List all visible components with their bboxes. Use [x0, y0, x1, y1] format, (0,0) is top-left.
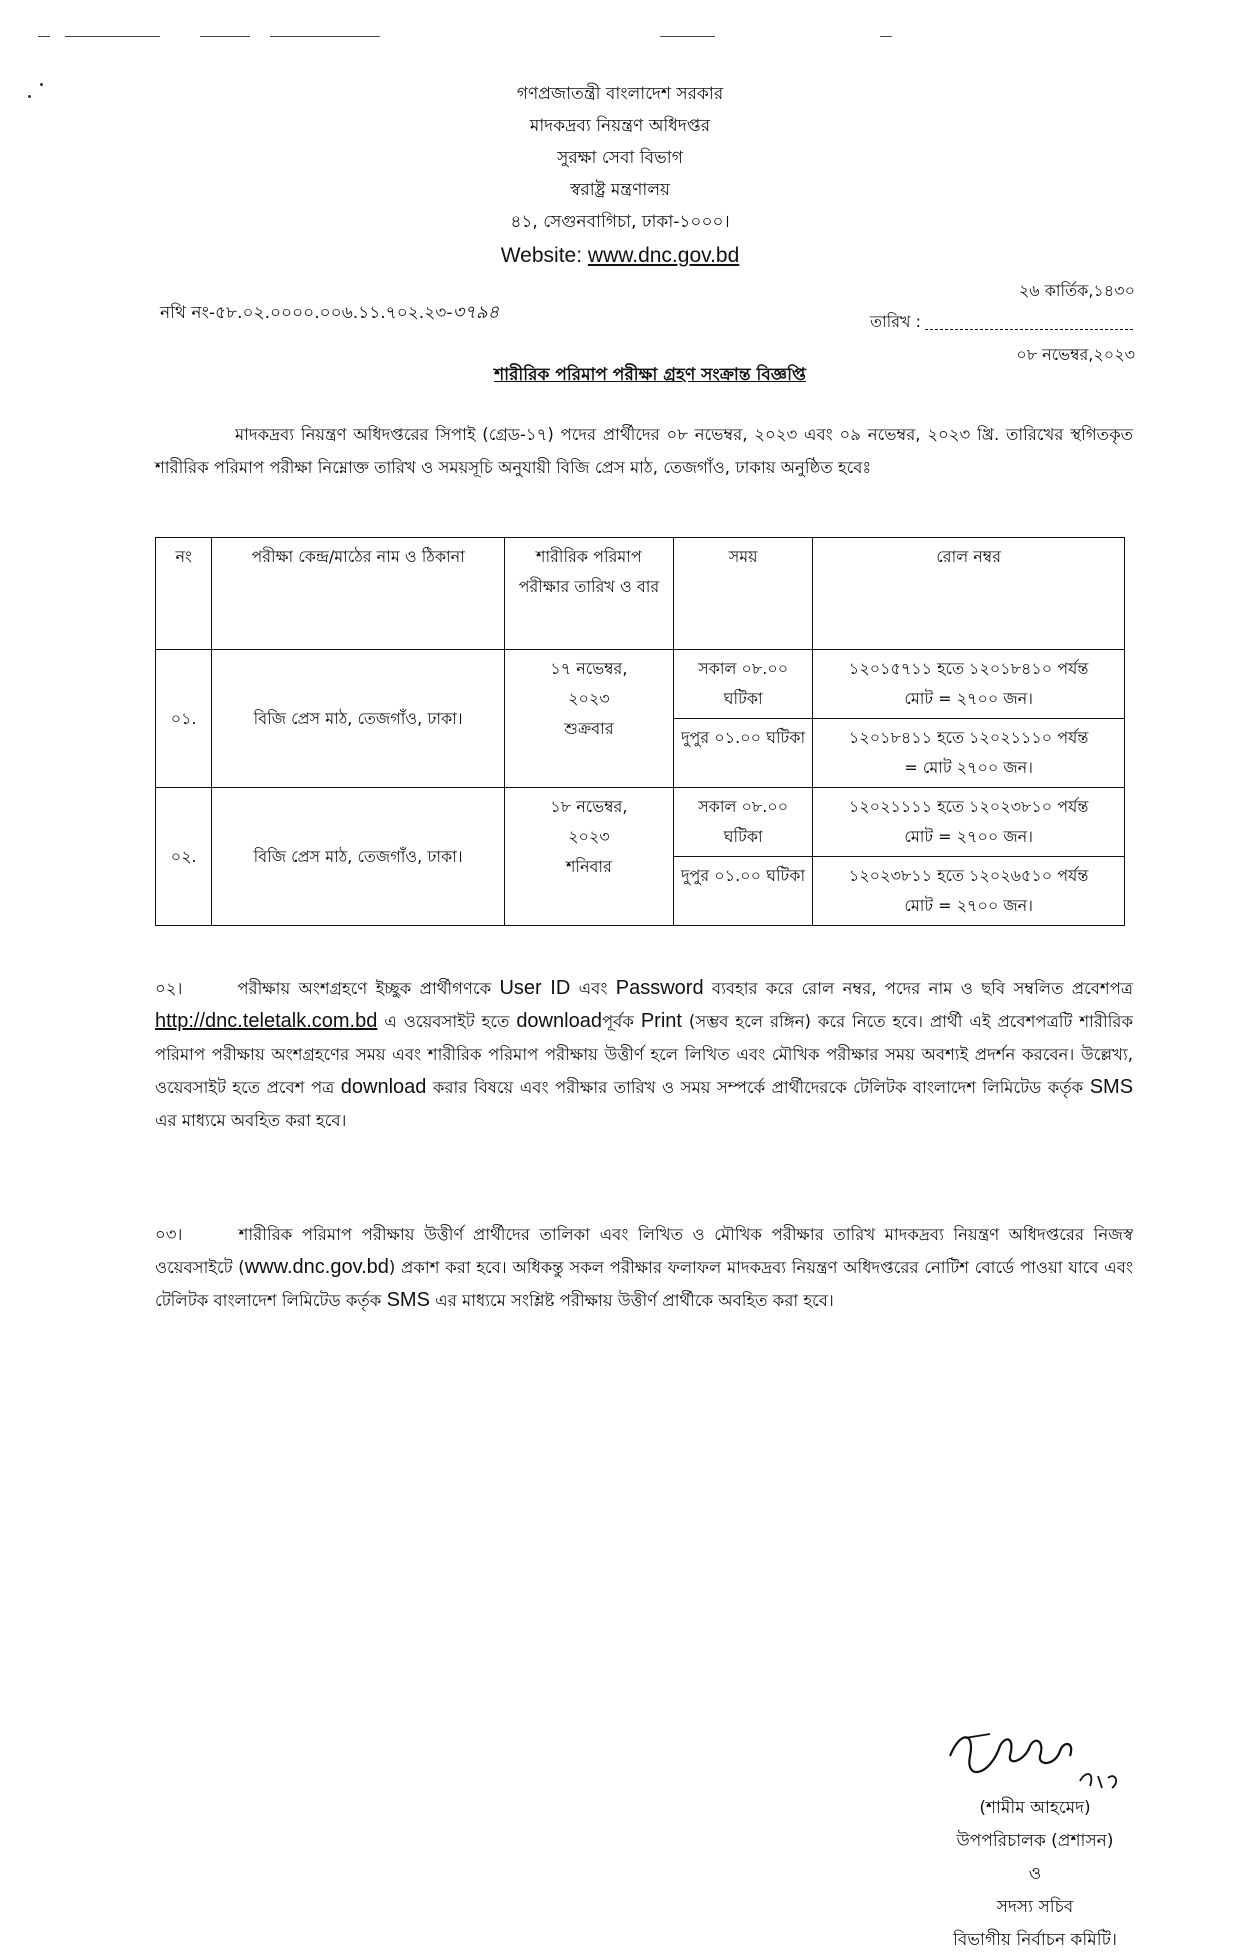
day-text: শনিবার: [565, 857, 612, 876]
scan-speck: [40, 83, 43, 86]
cell-time: সকাল ০৮.০০ ঘটিকা: [673, 650, 812, 719]
date-text: ১৭ নভেম্বর,: [550, 659, 628, 678]
signatory-block: [920, 1792, 1150, 1957]
department-name: মাদকদ্রব্য নিয়ন্ত্রণ অধিদপ্তর: [529, 116, 711, 136]
letterhead: [300, 78, 940, 272]
memo-number-prefix: নথি নং-৫৮.০২.০০০০.০০৬.১১.৭০২.২৩-: [160, 303, 453, 323]
scan-artifact-line: [65, 36, 160, 37]
col-header-venue: পরীক্ষা কেন্দ্র/মাঠের নাম ও ঠিকানা: [212, 538, 505, 650]
roll-range: ১২০১৮৪১১ হতে ১২০২১১১০ পর্যন্ত: [848, 728, 1089, 747]
col-header-date: শারীরিক পরিমাপ পরীক্ষার তারিখ ও বার: [504, 538, 673, 650]
cell-sl: ০২.: [156, 788, 212, 926]
signatory-committee: বিভাগীয় নির্বাচন কমিটি।: [953, 1930, 1117, 1950]
paragraph-intro: মাদকদ্রব্য নিয়ন্ত্রণ অধিদপ্তরের সিপাই (গ্রেড-১৭) পদের প্রার্থীদের ০৮ নভেম্বর, ২০২৩ এবং ০৯ নভেম্বর, ২০২৩ খ্রি. তারিখের স্থগিতকৃত শারীরিক পরিমাপ পরীক্ষা নিম্নোক্ত তারিখ ও সময়সূচি অনুযায়ী বিজি প্রেস মাঠ, তেজগাঁও, ঢাকায় অনুষ্ঠিত হবেঃ: [155, 425, 1133, 477]
year-text: ২০২৩: [568, 689, 610, 708]
table-row: [156, 650, 1125, 719]
address: ৪১, সেগুনবাগিচা, ঢাকা-১০০০।: [510, 212, 730, 232]
download-term: download: [516, 1010, 602, 1032]
date-text: ১৮ নভেম্বর,: [550, 797, 628, 816]
bangla-date: ২৬ কার্তিক,১৪৩০: [1018, 281, 1135, 300]
website-label: Website:: [500, 244, 583, 267]
scan-artifact-line: [660, 36, 715, 37]
memo-number-handwritten: ৩৭৯৪: [452, 302, 500, 323]
english-date: ০৮ নভেম্বর,২০২৩: [1016, 345, 1135, 364]
cell-venue: বিজি প্রেস মাঠ, তেজগাঁও, ঢাকা।: [212, 788, 505, 926]
memo-number: [160, 298, 499, 329]
schedule-table: [155, 537, 1125, 926]
year-text: ২০২৩: [568, 827, 610, 846]
date-row: [870, 309, 1135, 336]
scan-artifact-line: [200, 36, 250, 37]
cell-sl: ০১.: [156, 650, 212, 788]
dnc-website-link[interactable]: www.dnc.gov.bd: [244, 1256, 389, 1278]
signatory-name: (শামীম আহমেদ): [979, 1798, 1091, 1818]
col-header-roll: রোল নম্বর: [813, 538, 1125, 650]
roll-range: ১২০২১১১১ হতে ১২০২৩৮১০ পর্যন্ত: [848, 797, 1089, 816]
table-row: [156, 788, 1125, 857]
scan-artifact-line: [880, 36, 892, 37]
cell-roll: [813, 788, 1125, 857]
print-term: Print: [640, 1010, 682, 1032]
scan-artifact-line: [38, 36, 50, 37]
division-name: সুরক্ষা সেবা বিভাগ: [557, 148, 683, 168]
paragraph-results: ০৩। শারীরিক পরিমাপ পরীক্ষায় উত্তীর্ণ প্রার্থীদের তালিকা এবং লিখিত ও মৌখিক পরীক্ষার তারিখ মাদকদ্রব্য নিয়ন্ত্রণ অধিদপ্তরের নিজস্ব ওয়েবসাইটে (www.dnc.gov.bd) প্রকাশ করা হবে। অধিকন্তু সকল পরীক্ষার ফলাফল মাদকদ্রব্য নিয়ন্ত্রণ অধিদপ্তরের নোটিশ বোর্ডে পাওয়া যাবে এবং টেলিটক বাংলাদেশ লিমিটেড কর্তৃক SMS এর মাধ্যমে সংশ্লিষ্ট পরীক্ষায় উত্তীর্ণ প্রার্থীকে অবহিত করা হবে।: [155, 1218, 1133, 1317]
signatory-conjunction: ও: [1028, 1864, 1042, 1884]
scan-artifact-line: [270, 36, 380, 37]
scan-speck: [28, 95, 31, 98]
paragraph-admit-card: ০২। পরীক্ষায় অংশগ্রহণে ইচ্ছুক প্রার্থীগণকে User ID এবং Password ব্যবহার করে রোল নম্বর, পদের নাম ও ছবি সম্বলিত প্রবেশপত্র http://dnc.teletalk.com.bd এ ওয়েবসাইট হতে downloadপূর্বক Print (সম্ভব হলে রঙ্গিন) করে নিতে হবে। প্রার্থী এই প্রবেশপত্রটি শারীরিক পরিমাপ পরীক্ষায় অংশগ্রহণের সময় এবং শারীরিক পরিমাপ পরীক্ষায় উত্তীর্ণ হলে লিখিত এবং মৌখিক পরীক্ষার সময় অবশ্যই প্রদর্শন করবেন। উল্লেখ্য, ওয়েবসাইট হতে প্রবেশ পত্র download করার বিষয়ে এবং পরীক্ষার তারিখ ও সময় সম্পর্কে প্রার্থীদেরকে টেলিটক বাংলাদেশ লিমিটেড কর্তৃক SMS এর মাধ্যমে অবহিত করা হবে।: [155, 972, 1133, 1137]
cell-venue: বিজি প্রেস মাঠ, তেজগাঁও, ঢাকা।: [212, 650, 505, 788]
paragraph-number: ০৩।: [155, 1225, 183, 1244]
date-divider: [925, 309, 1133, 330]
cell-time: সকাল ০৮.০০ ঘটিকা: [673, 788, 812, 857]
sms-term: SMS: [1089, 1076, 1134, 1098]
roll-total: মোট = ২৭০০ জন।: [904, 896, 1033, 915]
user-id-term: User ID: [499, 977, 571, 999]
col-header-sl: নং: [156, 538, 212, 650]
download-term: download: [340, 1076, 427, 1098]
cell-roll: [813, 857, 1125, 926]
paragraph-number: ০২।: [155, 979, 183, 998]
website-link[interactable]: www.dnc.gov.bd: [587, 244, 740, 267]
ministry-name: স্বরাষ্ট্র মন্ত্রণালয়: [570, 180, 670, 200]
cell-roll: [813, 650, 1125, 719]
cell-time: দুপুর ০১.০০ ঘটিকা: [673, 857, 812, 926]
roll-total: মোট = ২৭০০ জন।: [904, 689, 1033, 708]
cell-date: [504, 788, 673, 926]
signatory-designation: উপপরিচালক (প্রশাসন): [956, 1831, 1114, 1851]
website-line: [300, 240, 940, 272]
date-label: তারিখ :: [870, 312, 922, 331]
table-header-row: [156, 538, 1125, 650]
roll-range: ১২০২৩৮১১ হতে ১২০২৬৫১০ পর্যন্ত: [848, 866, 1089, 885]
roll-range: ১২০১৫৭১১ হতে ১২০১৮৪১০ পর্যন্ত: [848, 659, 1089, 678]
cell-roll: [813, 719, 1125, 788]
cell-time: দুপুর ০১.০০ ঘটিকা: [673, 719, 812, 788]
date-block: [870, 278, 1135, 369]
password-term: Password: [615, 977, 704, 999]
sms-term: SMS: [386, 1289, 430, 1311]
col-header-time: সময়: [673, 538, 812, 650]
signatory-role: সদস্য সচিব: [996, 1897, 1074, 1917]
teletalk-link[interactable]: http://dnc.teletalk.com.bd: [155, 1010, 378, 1032]
day-text: শুক্রবার: [564, 719, 614, 738]
notice-title: শারীরিক পরিমাপ পরীক্ষা গ্রহণ সংক্রান্ত বিজ্ঞপ্তি: [494, 365, 806, 385]
roll-total: মোট = ২৭০০ জন।: [904, 827, 1033, 846]
roll-total: = মোট ২৭০০ জন।: [904, 758, 1033, 777]
cell-date: [504, 650, 673, 788]
govt-name: গণপ্রজাতন্ত্রী বাংলাদেশ সরকার: [516, 84, 724, 104]
